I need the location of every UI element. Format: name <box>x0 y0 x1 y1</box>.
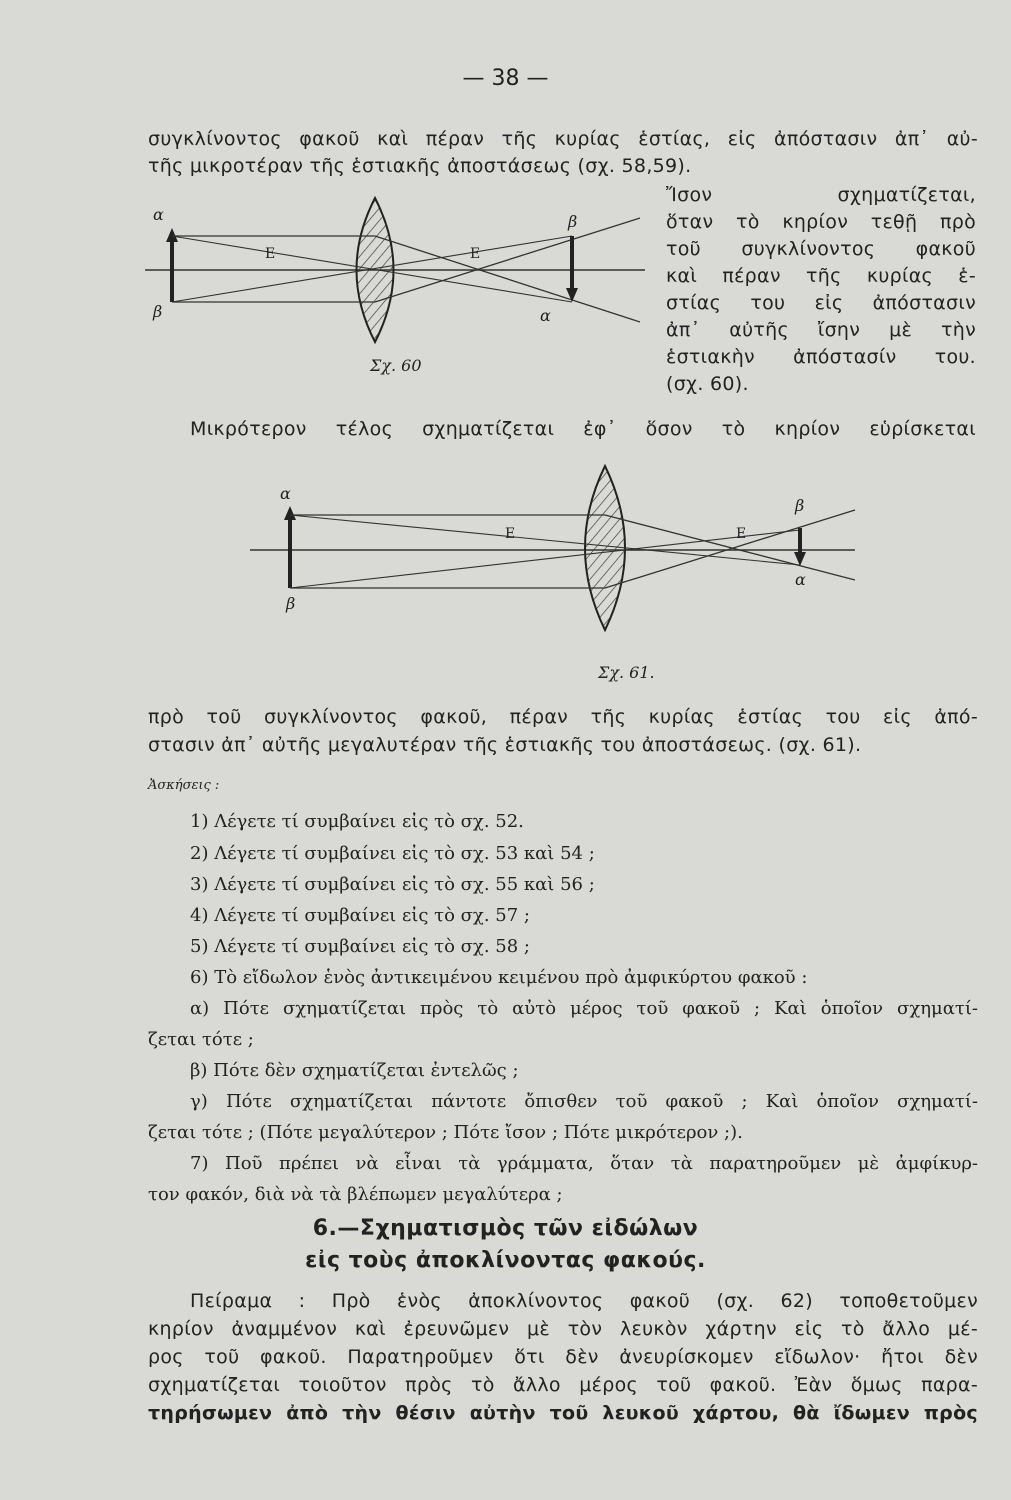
exercise-item: 3) Λέγετε τί συμβαίνει εἰς τὸ σχ. 55 καὶ 56 ; <box>190 874 595 895</box>
fig60-img-top: β <box>568 212 578 231</box>
fig60-focus-right: Ε <box>470 246 481 262</box>
exercise-item: α) Πότε σχηματίζεται πρὸς τὸ αὐτὸ μέρος τοῦ φακοῦ ; Καὶ ὁποῖον σχηματί- <box>190 998 978 1019</box>
side-line: ἑστιακὴν ἀπόστασίν του. <box>666 346 976 368</box>
para4-line1: Πείραμα : Πρὸ ἑνὸς ἀποκλίνοντος φακοῦ (σχ. 62) τοποθετοῦμεν <box>190 1290 978 1312</box>
exercise-item: 4) Λέγετε τί συμβαίνει εἰς τὸ σχ. 57 ; <box>190 905 530 926</box>
convex-lens <box>585 466 625 630</box>
fig61-caption: Σχ. 61. <box>598 663 655 682</box>
section-heading-line2: εἰς τοὺς ἀποκλίνοντας φακούς. <box>305 1248 706 1273</box>
fig61-img-top: β <box>795 496 805 515</box>
fig61-focus-left: Ε <box>505 526 516 542</box>
side-line: ἀπ᾽ αὐτῆς ἴσην μὲ τὴν <box>666 319 976 341</box>
side-line: τοῦ συγκλίνοντος φακοῦ <box>666 238 976 260</box>
para1-line2: τῆς μικροτέραν τῆς ἑστιακῆς ἀποστάσεως (σχ. 58,59). <box>148 155 692 177</box>
para1-line1: συγκλίνοντος φακοῦ καὶ πέραν τῆς κυρίας ἑστίας, εἰς ἀπόστασιν ἀπ᾽ αὐ- <box>148 128 978 150</box>
exercise-item: τον φακόν, διὰ νὰ τὰ βλέπωμεν μεγαλύτερα ; <box>148 1184 563 1205</box>
fig60-img-bottom: α <box>540 306 551 325</box>
para4-line5: τηρήσωμεν ἀπὸ τὴν θέσιν αὐτὴν τοῦ λευκοῦ χάρτου, θὰ ἴδωμεν πρὸς <box>148 1402 978 1424</box>
fig60-obj-top: α <box>153 205 164 224</box>
exercise-item: γ) Πότε σχηματίζεται πάντοτε ὄπισθεν τοῦ φακοῦ ; Καὶ ὁποῖον σχηματί- <box>190 1091 978 1112</box>
exercise-item: 2) Λέγετε τί συμβαίνει εἰς τὸ σχ. 53 καὶ 54 ; <box>190 843 595 864</box>
side-line: Ἴσον σχηματίζεται, <box>666 184 976 206</box>
exercise-item: 7) Ποῦ πρέπει νὰ εἶναι τὰ γράμματα, ὅταν τὰ παρατηροῦμεν μὲ ἀμφίκυρ- <box>190 1153 978 1174</box>
exercise-item: 5) Λέγετε τί συμβαίνει εἰς τὸ σχ. 58 ; <box>190 936 530 957</box>
fig60-obj-bottom: β <box>153 302 163 321</box>
exercises-title: Ἀσκήσεις : <box>148 778 220 793</box>
ray <box>290 515 800 565</box>
para3-line1: πρὸ τοῦ συγκλίνοντος φακοῦ, πέραν τῆς κυρίας ἑστίας του εἰς ἀπό- <box>148 706 978 728</box>
exercise-item: ζεται τότε ; <box>148 1029 254 1050</box>
object-arrow-head <box>284 506 296 520</box>
exercise-item: ζεται τότε ; (Πότε μεγαλύτερον ; Πότε ἴσον ; Πότε μικρότερον ;). <box>148 1122 743 1143</box>
exercise-item: 6) Τὸ εἴδωλον ἑνὸς ἀντικειμένου κειμένου πρὸ ἀμφικύρτου φακοῦ : <box>190 967 808 988</box>
section-heading-line1: 6.—Σχηματισμὸς τῶν εἰδώλων <box>312 1216 699 1241</box>
para4-line2: κηρίον ἀναμμένον καὶ ἐρευνῶμεν μὲ τὸν λευκὸν χάρτην εἰς τὸ ἄλλο μέ- <box>148 1318 978 1340</box>
side-line: καὶ πέραν τῆς κυρίας ἑ- <box>666 265 976 287</box>
fig60-focus-left: Ε <box>265 246 276 262</box>
para3-line2: στασιν ἀπ᾽ αὐτῆς μεγαλυτέραν τῆς ἑστιακῆς του ἀποστάσεως. (σχ. 61). <box>148 734 862 756</box>
image-arrow-head <box>794 552 806 566</box>
para2-line1: Μικρότερον τέλος σχηματίζεται ἐφ᾽ ὅσον τὸ κηρίον εὑρίσκεται <box>190 418 976 440</box>
fig61-focus-right: Ε <box>736 526 747 542</box>
para4-line3: ρος τοῦ φακοῦ. Παρατηροῦμεν ὅτι δὲν ἀνευρίσκομεν εἴδωλον· ἤτοι δὲν <box>148 1346 978 1368</box>
fig61-img-bottom: α <box>795 570 806 589</box>
exercise-item: β) Πότε δὲν σχηματίζεται ἐντελῶς ; <box>190 1060 519 1081</box>
side-line: ὅταν τὸ κηρίον τεθῇ πρὸ <box>666 211 976 233</box>
fig61-obj-bottom: β <box>286 594 296 613</box>
side-line: (σχ. 60). <box>666 373 749 395</box>
fig60-caption: Σχ. 60 <box>370 356 422 375</box>
para4-line4: σχηματίζεται τοιοῦτον πρὸς τὸ ἄλλο μέρος τοῦ φακοῦ. Ἐὰν ὅμως παρα- <box>148 1374 978 1396</box>
page-number: — 38 — <box>462 66 549 91</box>
fig61-obj-top: α <box>280 484 291 503</box>
ray <box>605 510 855 588</box>
exercise-item: 1) Λέγετε τί συμβαίνει εἰς τὸ σχ. 52. <box>190 811 524 832</box>
side-line: στίας του εἰς ἀπόστασιν <box>666 292 976 314</box>
ray <box>290 530 800 588</box>
